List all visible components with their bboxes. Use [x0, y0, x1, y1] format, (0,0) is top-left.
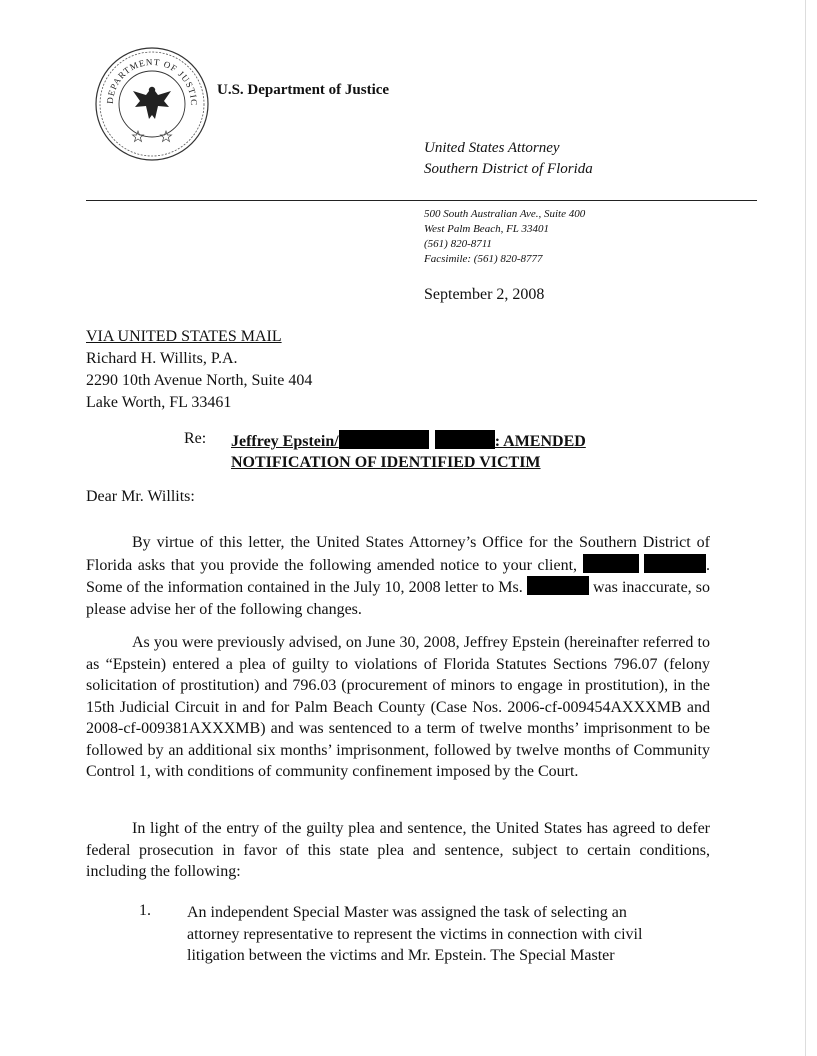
office-title: United States Attorney — [424, 140, 560, 156]
subject-label: Re: — [184, 430, 207, 447]
office-district: Southern District of Florida — [424, 161, 593, 177]
paragraph-1-b: . Some of the information contained in the July 10, 2008 letter to Ms. — [86, 556, 711, 596]
recipient-name: Richard H. Willits, P.A. — [86, 350, 238, 367]
list-item-text: An independent Special Master was assigned the task of selecting an attorney representative to represent the victims in connection with civil litigation between the victims and Mr. Epstein. The Special Master — [187, 904, 643, 964]
letterhead-rule — [86, 200, 757, 201]
redaction-block — [435, 430, 495, 449]
seal-text: DEPARTMENT OF JUSTIC — [104, 56, 200, 107]
page-edge — [805, 0, 806, 1056]
address-phone: (561) 820-8711 — [424, 238, 492, 250]
subject-name: Jeffrey Epstein/ — [231, 433, 339, 450]
redaction-block — [527, 576, 589, 595]
agency-name: U.S. Department of Justice — [217, 82, 390, 98]
recipient-street: 2290 10th Avenue North, Suite 404 — [86, 372, 313, 389]
redaction-block — [583, 554, 639, 573]
redaction-block — [339, 430, 429, 449]
office-block — [424, 138, 593, 180]
paragraph-2-text: As you were previously advised, on June 30, 2008, Jeffrey Epstein (hereinafter referred to as “Epstein) entered a plea of guilty to violations of Florida Statutes Sections 796.07 (felony solicitation of prostitution) and 796.03 (procurement of minors to engage in prostitution), in the 15th Judicial Circuit in and for Palm Beach County (Case Nos. 2006-cf-009454AXXXMB and 2008-cf-009381AXXXMB) and was sentenced to a term of twelve months’ imprisonment to be followed by an additional six months’ imprisonment, followed by twelve months of Community Control 1, with conditions of community confinement imposed by the Court. — [86, 634, 710, 780]
paragraph-1-a: By virtue of this letter, the United States Attorney’s Office for the Southern District of Florida asks that you provide the following amended notice to your client, — [86, 534, 710, 574]
salutation: Dear Mr. Willits: — [86, 488, 195, 505]
office-address — [424, 207, 585, 267]
subject-amended: : AMENDED — [494, 433, 586, 450]
address-fax: Facsimile: (561) 820-8777 — [424, 253, 543, 265]
address-street: 500 South Australian Ave., Suite 400 — [424, 208, 586, 220]
list-item-number: 1. — [139, 902, 151, 919]
paragraph-1 — [86, 532, 710, 620]
subject-line — [231, 430, 586, 473]
paragraph-2 — [86, 632, 710, 783]
paragraph-3-text: In light of the entry of the guilty plea and sentence, the United States has agreed to defer federal prosecution in favor of this state plea and sentence, subject to certain conditions, including the following: — [86, 820, 710, 880]
subject-title: NOTIFICATION OF IDENTIFIED VICTIM — [231, 454, 541, 471]
recipient-block — [86, 326, 312, 414]
doj-seal — [93, 45, 211, 163]
recipient-city: Lake Worth, FL 33461 — [86, 394, 232, 411]
redaction-block — [644, 554, 706, 573]
paragraph-3 — [86, 818, 710, 883]
delivery-method: VIA UNITED STATES MAIL — [86, 328, 282, 345]
address-city: West Palm Beach, FL 33401 — [424, 223, 549, 235]
letter-date: September 2, 2008 — [424, 286, 545, 303]
paragraph-1-c: was inaccurate, so please advise her of the following changes. — [86, 579, 711, 618]
